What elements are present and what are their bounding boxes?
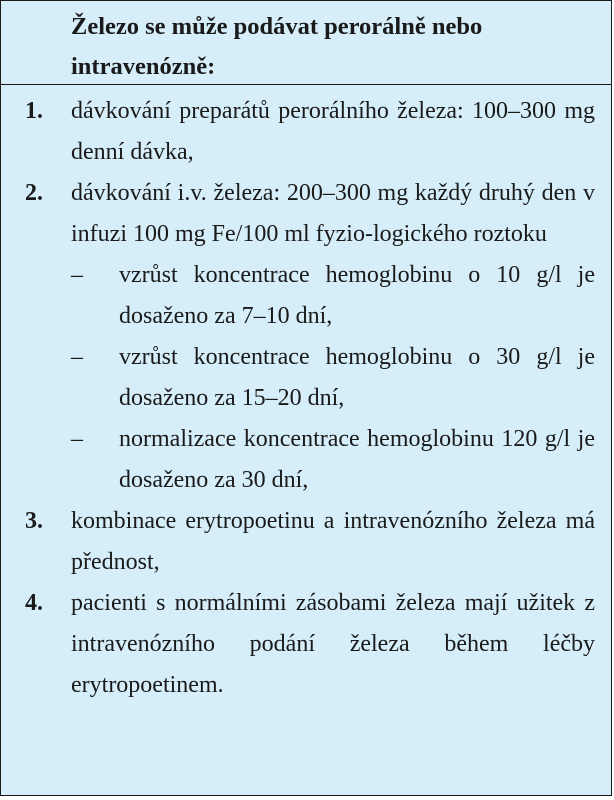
list-item-4: [25, 583, 595, 706]
item-number: 1.: [25, 98, 43, 124]
sub-item-text: vzrůst koncentrace hemoglobinu o 10 g/l je dosaženo za 7–10 dní,: [119, 262, 595, 329]
item-number: 4.: [25, 590, 43, 616]
sub-item-3: [25, 419, 595, 501]
recommendation-list: [1, 85, 611, 706]
item-text: dávkování preparátů perorálního železa: 100–300 mg denní dávka,: [71, 98, 595, 165]
list-item-1: [25, 91, 595, 173]
list-item-2: [25, 173, 595, 255]
sub-item-2: [25, 337, 595, 419]
dash-bullet: –: [71, 344, 83, 370]
box-heading: Železo se může podávat perorálně nebo intravenózně:: [1, 1, 611, 85]
item-text: pacienti s normálními zásobami železa mají užitek z intravenózního podání železa během léčby erytropoetinem.: [71, 590, 595, 698]
sub-item-text: normalizace koncentrace hemoglobinu 120 g/l je dosaženo za 30 dní,: [119, 426, 595, 493]
item-text: kombinace erytropoetinu a intravenózního železa má přednost,: [71, 508, 595, 575]
item-text: dávkování i.v. železa: 200–300 mg každý druhý den v infuzi 100 mg Fe/100 ml fyzio-logického roztoku: [71, 180, 595, 247]
item-number: 3.: [25, 508, 43, 534]
list-item-3: [25, 501, 595, 583]
item-number: 2.: [25, 180, 43, 206]
dash-bullet: –: [71, 262, 83, 288]
sub-item-1: [25, 255, 595, 337]
sub-item-text: vzrůst koncentrace hemoglobinu o 30 g/l je dosaženo za 15–20 dní,: [119, 344, 595, 411]
dash-bullet: –: [71, 426, 83, 452]
